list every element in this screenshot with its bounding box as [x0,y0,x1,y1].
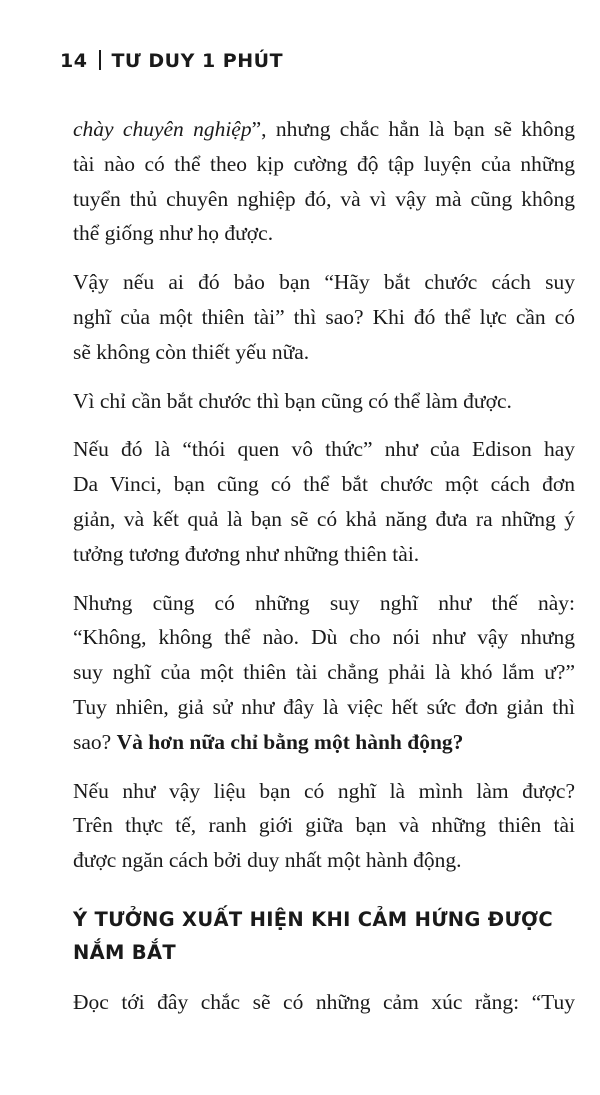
paragraph-gap [73,370,575,384]
paragraph-line [73,502,575,537]
paragraph-line [73,537,575,572]
paragraph-line [73,112,575,147]
line-text: thể giống như họ được. [73,221,274,246]
page-number: 14 [60,50,88,72]
line-text: sao? [73,729,117,754]
paragraph-line [73,843,575,878]
paragraph-gap [73,418,575,432]
subheading-line: NẮM BẮT [73,941,176,964]
paragraph-line [73,808,575,843]
paragraph-line [73,467,575,502]
paragraph-line [73,147,575,182]
line-text: sẽ không còn thiết yếu nữa. [73,339,310,364]
line-text: Nếu đó là “thói quen vô thức” như của Edison hay [73,437,575,462]
line-text: tuyển thủ chuyên nghiệp đó, và vì vậy mà cũng không [73,186,575,211]
book-title: TƯ DUY 1 PHÚT [111,50,284,72]
paragraph-line [73,690,575,725]
line-text: giản, và kết quả là bạn sẽ có khả năng đưa ra những ý [73,506,575,531]
paragraph-line [73,774,575,809]
line-text: Trên thực tế, ranh giới giữa bạn và những thiên tài [73,813,575,838]
line-text: ”, nhưng chắc hẳn là bạn sẽ không [251,117,575,141]
header-divider [99,50,101,70]
paragraph [73,432,575,571]
line-text: “Không, không thể nào. Dù cho nói như vậy nhưng [73,625,575,650]
paragraph-line [73,586,575,621]
paragraph-line [73,335,575,370]
paragraph [73,265,575,369]
running-header [60,50,283,72]
paragraph-line: Đọc tới đây chắc sẽ có những cảm xúc rằng: “Tuy [73,990,575,1014]
line-text: tài nào có thể theo kịp cường độ tập luyện của những [73,151,575,176]
paragraph-gap [73,251,575,265]
paragraph-line [73,432,575,467]
paragraph [73,985,575,1020]
paragraph [73,774,575,878]
paragraph-line [73,655,575,690]
section-subheading [73,903,575,969]
paragraph-line [73,384,575,419]
subheading-line: Ý TƯỞNG XUẤT HIỆN KHI CẢM HỨNG ĐƯỢC [73,908,553,931]
line-text: Vì chỉ cần bắt chước thì bạn cũng có thể làm được. [73,388,512,413]
line-text: tưởng tương đương như những thiên tài. [73,541,420,566]
paragraph [73,384,575,419]
paragraph-line [73,725,575,760]
line-text: Nếu như vậy liệu bạn có nghĩ là mình làm được? [73,778,575,803]
paragraph-line [73,265,575,300]
paragraph-gap [73,572,575,586]
paragraph [73,586,575,760]
paragraph-line [73,620,575,655]
bold-text: Và hơn nữa chỉ bằng một hành động? [116,729,464,754]
line-text: suy nghĩ của một thiên tài chẳng phải là khó lắm ư?” [73,660,575,685]
paragraph-gap [73,760,575,774]
paragraph [73,112,575,251]
paragraph-line [73,300,575,335]
line-text: Nhưng cũng có những suy nghĩ như thế này: [73,590,575,615]
body-text [73,112,575,878]
italic-text: chày chuyên nghiệp [73,117,252,141]
line-text: Da Vinci, bạn cũng có thể bắt chước một cách đơn [73,472,575,497]
line-text: được ngăn cách bởi duy nhất một hành động. [73,848,462,873]
line-text: Vậy nếu ai đó bảo bạn “Hãy bắt chước cách suy [73,270,575,295]
paragraph-line [73,216,575,251]
line-text: nghĩ của một thiên tài” thì sao? Khi đó thể lực cần có [73,304,575,329]
paragraph-line [73,182,575,217]
line-text: Tuy nhiên, giả sử như đây là việc hết sức đơn giản thì [73,694,575,719]
